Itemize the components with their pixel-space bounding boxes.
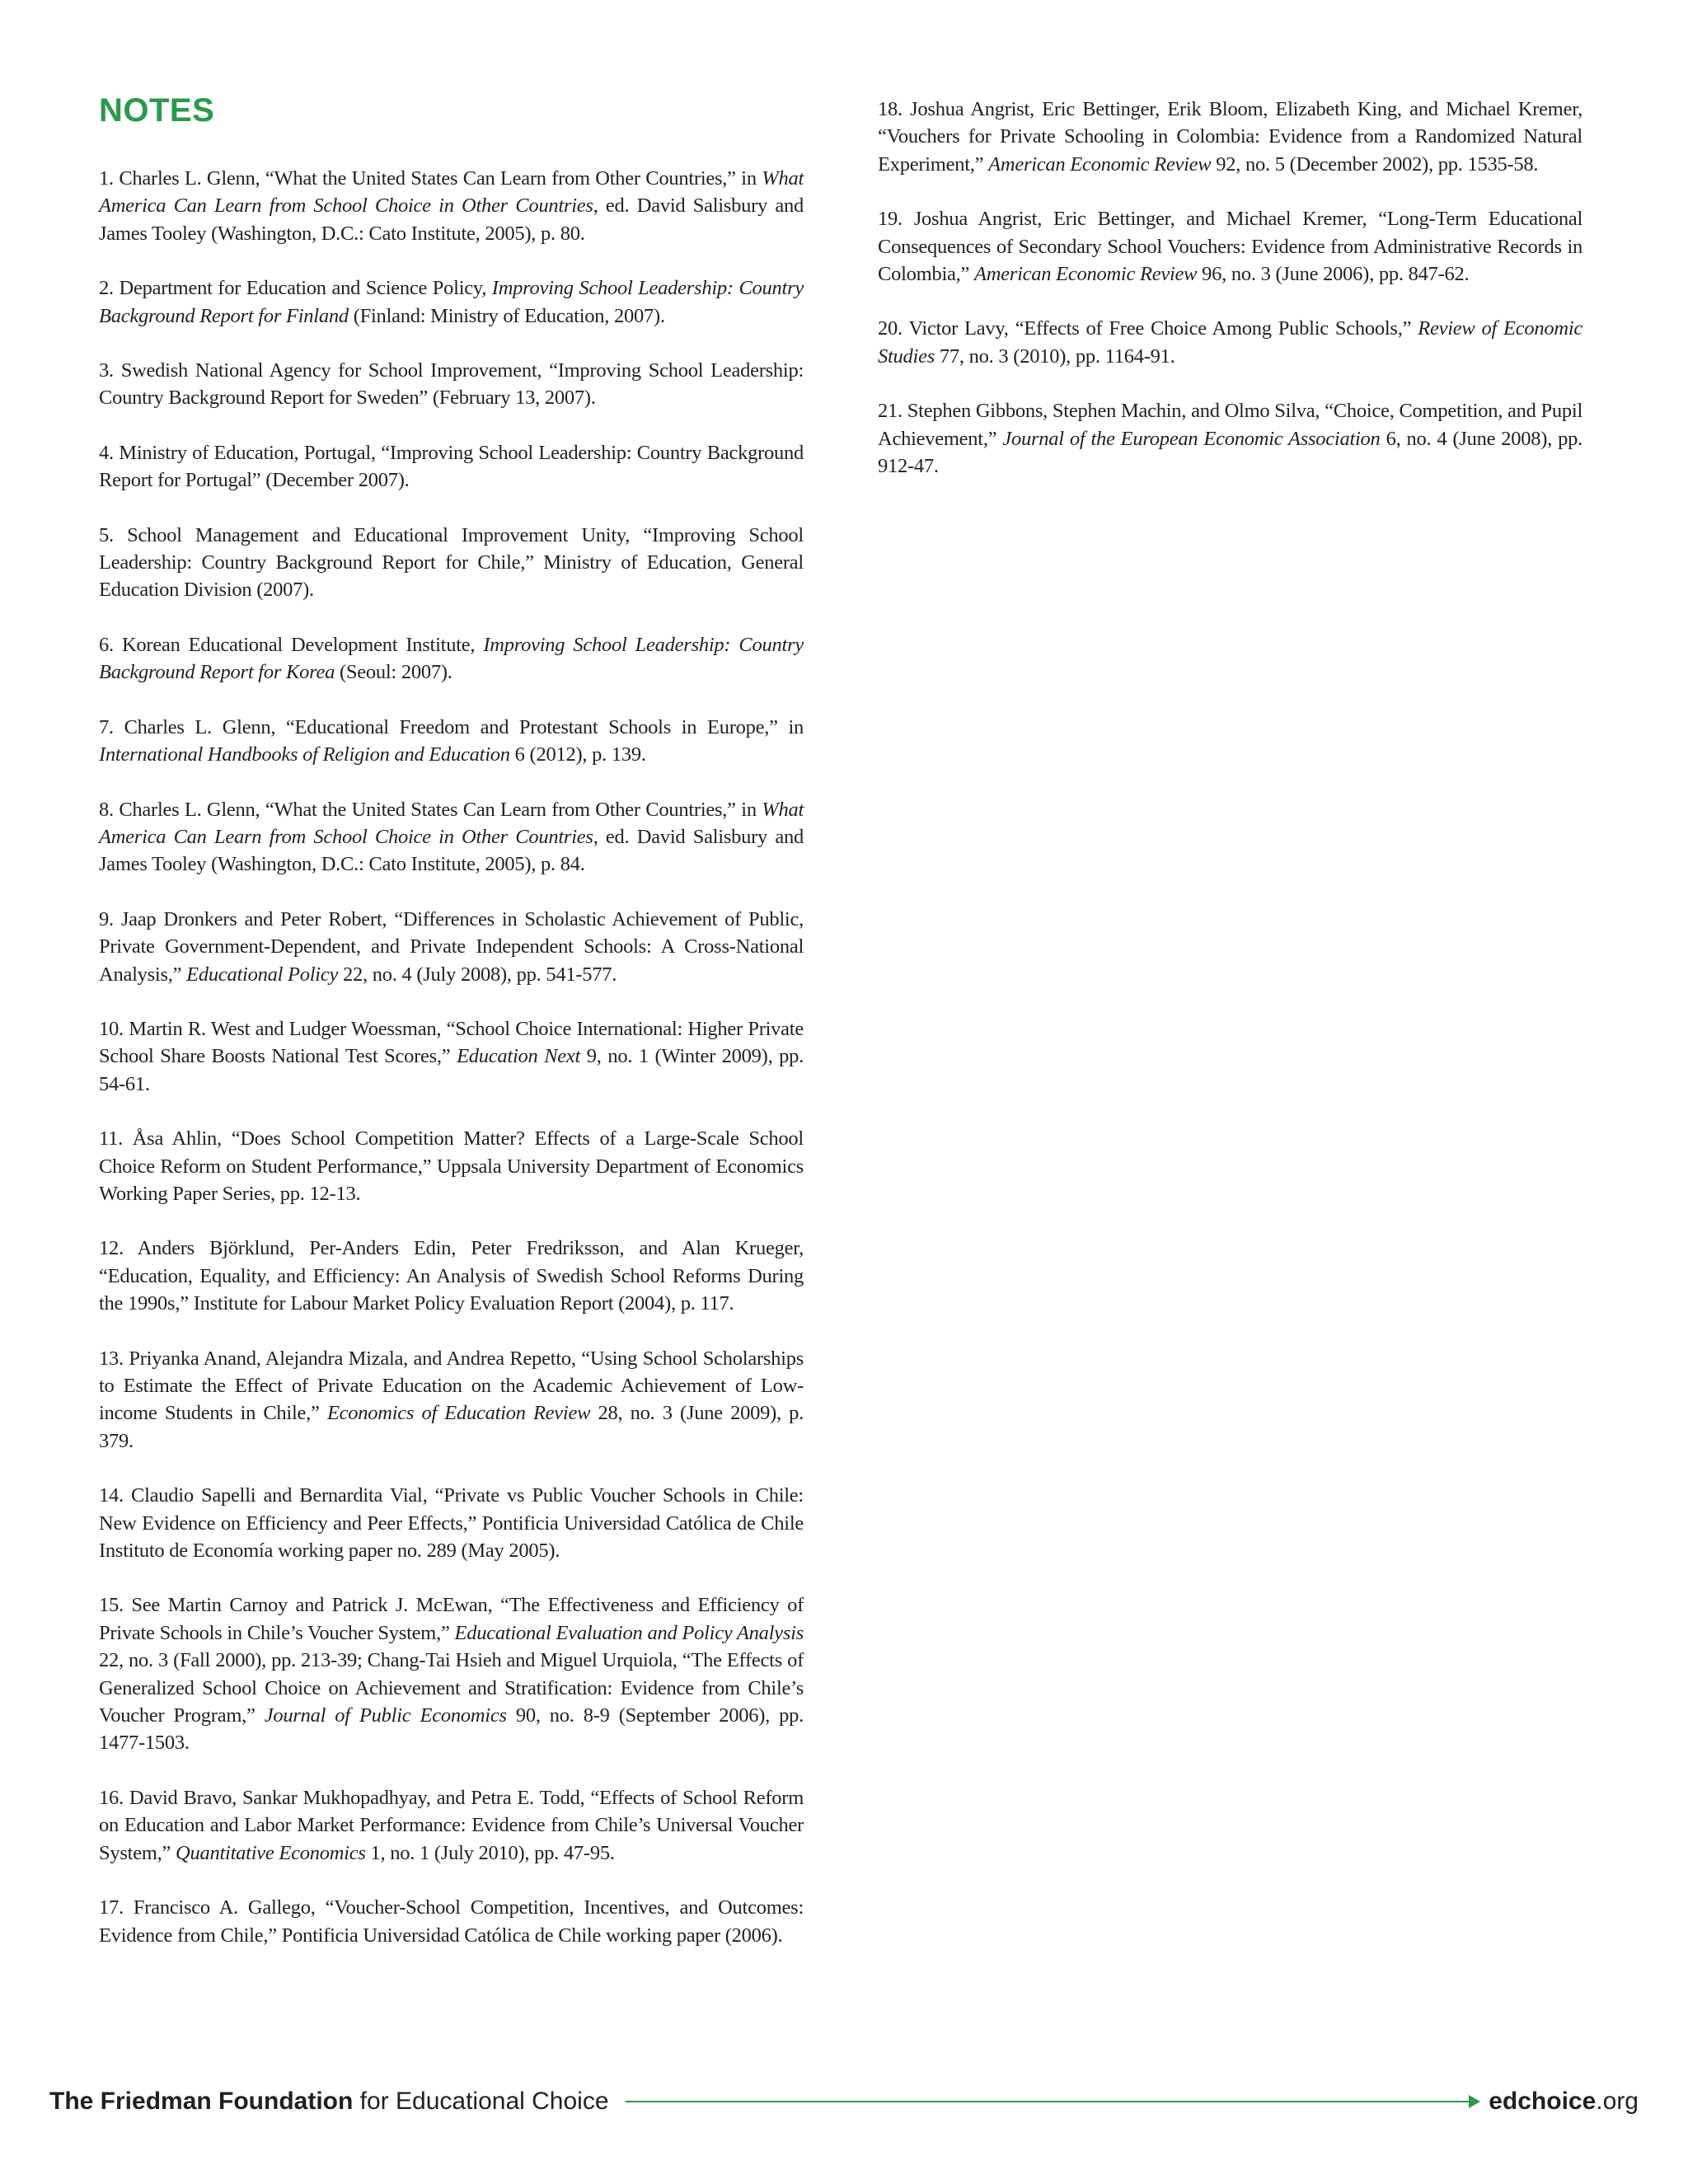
note-text: 15. See Martin Carnoy and Patrick J. McEwan, “The Effectiveness and Efficiency of Private Schools in Chile’s Voucher System,”	[99, 1594, 804, 1644]
note-title-italic: Journal of the European Economic Association	[1002, 427, 1381, 450]
note-item	[878, 96, 1582, 178]
arrow-right-icon	[1469, 2095, 1480, 2108]
note-item	[99, 1345, 804, 1455]
note-title-italic: American Economic Review	[974, 263, 1198, 286]
note-text: 8. Charles L. Glenn, “What the United States Can Learn from Other Countries,” in	[99, 798, 762, 821]
footer-site-name: edchoice	[1489, 2088, 1597, 2115]
notes-column-right	[878, 96, 1582, 507]
note-text: , ed. David Salisbury and James Tooley (Washington, D.C.: Cato Institute, 2005), p. 80.	[99, 194, 804, 245]
page-title: NOTES	[99, 92, 215, 129]
note-text: , ed. David Salisbury and James Tooley (Washington, D.C.: Cato Institute, 2005), p. 84.	[99, 825, 804, 876]
note-title-italic: Educational Policy	[186, 963, 339, 986]
note-title-italic: Quantitative Economics	[176, 1841, 366, 1864]
note-title-italic: Improving School Leadership: Country Background Report for Korea	[99, 633, 804, 684]
note-item	[878, 205, 1582, 288]
note-text: 4. Ministry of Education, Portugal, “Improving School Leadership: Country Background Report for Portugal” (December 2007).	[99, 441, 804, 492]
note-item	[99, 906, 804, 988]
note-item	[99, 714, 804, 769]
note-text: 96, no. 3 (June 2006), pp. 847-62.	[1197, 263, 1470, 286]
note-text: 19. Joshua Angrist, Eric Bettinger, and Michael Kremer, “Long-Term Educational Consequences of Secondary School Vouchers: Evidence from Administrative Records in Colombia,”	[878, 208, 1582, 286]
footer-org-name: The Friedman Foundation	[49, 2088, 354, 2115]
note-item	[99, 274, 804, 330]
note-text: 20. Victor Lavy, “Effects of Free Choice Among Public Schools,”	[878, 317, 1418, 340]
note-text: 77, no. 3 (2010), pp. 1164-91.	[935, 344, 1175, 368]
note-title-italic: Educational Evaluation and Policy Analysis	[454, 1621, 804, 1644]
note-text: 6 (2012), p. 139.	[509, 743, 646, 766]
footer-org-tagline: for Educational Choice	[353, 2088, 609, 2115]
note-item	[99, 522, 804, 604]
note-text: 5. School Management and Educational Improvement Unity, “Improving School Leadership: Country Background Report for Chile,” Ministry of Education, General Education Division (2007).	[99, 523, 804, 602]
page-footer	[49, 2083, 1639, 2120]
footer-site-domain: .org	[1596, 2088, 1639, 2115]
note-item	[99, 796, 804, 879]
note-title-italic: American Economic Review	[988, 152, 1212, 176]
note-text: 6. Korean Educational Development Institute,	[99, 633, 484, 656]
note-text: 7. Charles L. Glenn, “Educational Freedom and Protestant Schools in Europe,” in	[99, 715, 804, 738]
note-text: 28, no. 3 (June 2009), p. 379.	[99, 1402, 804, 1452]
note-title-italic: Economics of Education Review	[326, 1402, 591, 1425]
note-text: (Finland: Ministry of Education, 2007).	[348, 304, 665, 327]
note-item	[99, 1482, 804, 1564]
note-text: 10. Martin R. West and Ludger Woessman, “School Choice International: Higher Private School Share Boosts National Test Scores,”	[99, 1017, 804, 1068]
note-text: 12. Anders Björklund, Per-Anders Edin, Peter Fredriksson, and Alan Krueger, “Education, Equality, and Efficiency: An Analysis of Swedish School Reforms During the 1990s,” Institute for Labour Market Policy Evaluation Report (2004), p. 117.	[99, 1237, 804, 1315]
note-text: 14. Claudio Sapelli and Bernardita Vial, “Private vs Public Voucher Schools in Chile: New Evidence on Efficiency and Peer Effects,” Pontificia Universidad Católica de Chile Instituto de Economía working paper no. 289 (May 2005).	[99, 1484, 804, 1563]
footer-rule	[626, 2101, 1478, 2102]
note-item	[99, 1591, 804, 1756]
note-title-italic: Journal of Public Economics	[264, 1704, 507, 1727]
note-item	[99, 165, 804, 247]
note-text: 6, no. 4 (June 2008), pp. 912-47.	[878, 427, 1582, 478]
note-title-italic: International Handbooks of Religion and Education	[99, 743, 510, 766]
note-text: 13. Priyanka Anand, Alejandra Mizala, and Andrea Repetto, “Using School Scholarships to Estimate the Effect of Private Education on the Academic Achievement of Low-income Students in Chile,”	[99, 1347, 804, 1425]
note-title-italic: What America Can Learn from School Choice in Other Countries	[99, 167, 804, 218]
note-text: 1. Charles L. Glenn, “What the United States Can Learn from Other Countries,” in	[99, 167, 762, 190]
note-text: 22, no. 3 (Fall 2000), pp. 213-39; Chang-Tai Hsieh and Miguel Urquiola, “The Effects of Generalized School Choice on Achievement and Stratification: Evidence from Chile’s Voucher Program,”	[99, 1649, 804, 1727]
footer-website	[1489, 2088, 1639, 2116]
note-text: 17. Francisco A. Gallego, “Voucher-School Competition, Incentives, and Outcomes: Evidence from Chile,” Pontificia Universidad Católica de Chile working paper (2006).	[99, 1896, 804, 1947]
note-title-italic: Education Next	[457, 1045, 581, 1068]
note-item	[99, 1784, 804, 1867]
note-text: 11. Åsa Ahlin, “Does School Competition Matter? Effects of a Large-Scale School Choice Reform on Student Performance,” Uppsala University Department of Economics Working Paper Series, pp. 12-13.	[99, 1127, 804, 1205]
note-item	[99, 357, 804, 412]
note-title-italic: Improving School Leadership: Country Background Report for Finland	[99, 277, 804, 327]
footer-organization	[49, 2088, 609, 2116]
note-text: 9. Jaap Dronkers and Peter Robert, “Differences in Scholastic Achievement of Public, Private Government-Dependent, and Private Independent Schools: A Cross-National Analysis,”	[99, 907, 804, 986]
note-item	[878, 315, 1582, 370]
note-item	[99, 1125, 804, 1207]
note-item	[99, 439, 804, 494]
note-text: 22, no. 4 (July 2008), pp. 541-577.	[338, 963, 617, 986]
note-text: (Seoul: 2007).	[335, 661, 452, 684]
note-item	[99, 1894, 804, 1949]
note-text: 9, no. 1 (Winter 2009), pp. 54-61.	[99, 1045, 804, 1095]
note-text: 1, no. 1 (July 2010), pp. 47-95.	[365, 1841, 615, 1864]
note-text: 21. Stephen Gibbons, Stephen Machin, and Olmo Silva, “Choice, Competition, and Pupil Achievement,”	[878, 400, 1582, 450]
note-item	[99, 1015, 804, 1098]
note-text: 92, no. 5 (December 2002), pp. 1535-58.	[1211, 152, 1539, 176]
note-text: 18. Joshua Angrist, Eric Bettinger, Erik Bloom, Elizabeth King, and Michael Kremer, “Vouchers for Private Schooling in Colombia: Evidence from a Randomized Natural Experiment,”	[878, 98, 1582, 176]
note-text: 16. David Bravo, Sankar Mukhopadhyay, and Petra E. Todd, “Effects of School Reform on Education and Labor Market Performance: Evidence from Chile’s Universal Voucher System,”	[99, 1786, 804, 1864]
note-text: 3. Swedish National Agency for School Improvement, “Improving School Leadership: Country Background Report for Sweden” (February 13, 2007).	[99, 359, 804, 410]
note-title-italic: What America Can Learn from School Choice in Other Countries	[99, 798, 804, 848]
note-text: 90, no. 8-9 (September 2006), pp. 1477-1503.	[99, 1704, 804, 1755]
note-item	[99, 631, 804, 687]
note-title-italic: Review of Economic Studies	[878, 317, 1583, 368]
note-item	[99, 1235, 804, 1317]
note-text: 2. Department for Education and Science Policy,	[99, 277, 492, 300]
note-item	[878, 397, 1582, 480]
notes-column-left	[99, 165, 804, 1976]
